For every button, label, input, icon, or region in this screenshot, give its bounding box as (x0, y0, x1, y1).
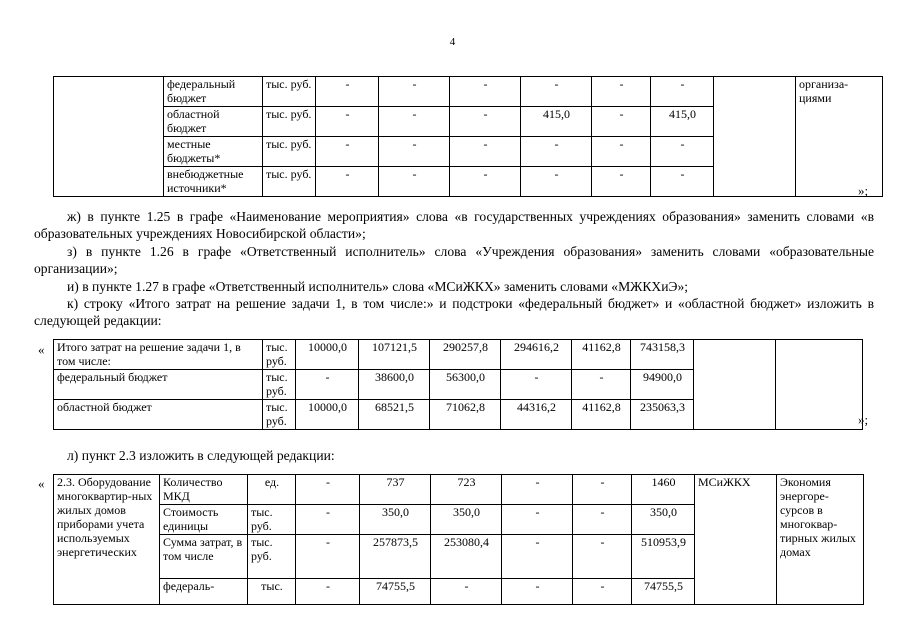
row-unit: тыс. руб. (263, 167, 316, 197)
row-unit: тыс. руб. (263, 400, 296, 430)
closing-quote: »; (858, 412, 869, 427)
value-cell: - (573, 505, 632, 535)
value-cell: - (296, 579, 360, 605)
value-cell: - (379, 107, 450, 137)
value-cell: 107121,5 (359, 340, 430, 370)
row-unit: тыс. руб. (248, 505, 296, 535)
value-cell: 41162,8 (572, 340, 631, 370)
row-unit: тыс. руб. (263, 340, 296, 370)
value-cell: - (651, 167, 714, 197)
value-cell: - (502, 505, 573, 535)
row-unit: тыс. руб. (248, 535, 296, 579)
value-cell: 74755,5 (632, 579, 695, 605)
row-label: Сумма затрат, в том числе (160, 535, 248, 579)
row-unit: ед. (248, 475, 296, 505)
paragraph-k: к) строку «Итого затрат на решение задачи 1, в том числе:» и подстроки «федеральный бюджет» и «областной бюджет» изложить в следующей редакции: (34, 296, 874, 328)
value-cell: 94900,0 (631, 370, 694, 400)
paragraph-i: и) в пункте 1.27 в графе «Ответственный исполнитель» слова «МСиЖКХ» заменить словами «МЖКХиЭ»; (67, 279, 689, 294)
value-cell: - (521, 167, 592, 197)
table-row (54, 340, 863, 370)
paragraph-l: л) пункт 2.3 изложить в следующей редакции: (67, 448, 335, 463)
row-label: федераль- (160, 579, 248, 605)
value-cell: 1460 (632, 475, 695, 505)
value-cell: 71062,8 (430, 400, 501, 430)
value-cell: - (316, 107, 379, 137)
table-row (54, 475, 864, 505)
row-unit: тыс. руб. (263, 77, 316, 107)
value-cell: - (573, 579, 632, 605)
value-cell: - (379, 137, 450, 167)
value-cell: - (502, 535, 573, 579)
value-cell: 415,0 (521, 107, 592, 137)
value-cell: - (431, 579, 502, 605)
table-task1-totals (53, 339, 863, 430)
result-cell (776, 340, 863, 430)
value-cell: - (651, 137, 714, 167)
value-cell: - (379, 167, 450, 197)
value-cell: - (592, 107, 651, 137)
value-cell: - (592, 167, 651, 197)
value-cell: 350,0 (431, 505, 502, 535)
table-item-2-3 (53, 474, 864, 605)
row-unit: тыс. руб. (263, 107, 316, 137)
value-cell: - (450, 137, 521, 167)
value-cell: - (521, 137, 592, 167)
value-cell: 257873,5 (360, 535, 431, 579)
row-label: областной бюджет (54, 400, 263, 430)
executor-cell: МСиЖКХ (695, 475, 777, 605)
open-quote: « (38, 476, 45, 491)
right-note: организа-циями (796, 77, 883, 197)
paragraph-z: з) в пункте 1.26 в графе «Ответственный исполнитель» слова «Учреждения образования» заменить словами «образовательные организации»; (34, 244, 874, 276)
value-cell: - (573, 535, 632, 579)
table-funding-continued (53, 76, 883, 197)
value-cell: - (450, 77, 521, 107)
value-cell: - (592, 77, 651, 107)
value-cell: - (296, 505, 360, 535)
row-label: местные бюджеты* (164, 137, 263, 167)
value-cell: 56300,0 (430, 370, 501, 400)
value-cell: 743158,3 (631, 340, 694, 370)
value-cell: 510953,9 (632, 535, 695, 579)
row-label: Количество МКД (160, 475, 248, 505)
value-cell: - (450, 167, 521, 197)
value-cell: - (572, 370, 631, 400)
value-cell: 415,0 (651, 107, 714, 137)
value-cell: - (592, 137, 651, 167)
value-cell: - (573, 475, 632, 505)
value-cell: 44316,2 (501, 400, 572, 430)
open-quote: « (38, 342, 45, 357)
value-cell: 737 (360, 475, 431, 505)
value-cell: - (651, 77, 714, 107)
table-row (54, 77, 883, 107)
value-cell: 10000,0 (296, 340, 359, 370)
row-label: Итого затрат на решение задачи 1, в том числе: (54, 340, 263, 370)
row-label: областной бюджет (164, 107, 263, 137)
value-cell: 350,0 (632, 505, 695, 535)
row-unit: тыс. руб. (263, 137, 316, 167)
value-cell: 253080,4 (431, 535, 502, 579)
value-cell: - (379, 77, 450, 107)
value-cell: 350,0 (360, 505, 431, 535)
value-cell: - (502, 475, 573, 505)
row-label: внебюджетные источники* (164, 167, 263, 197)
executor-cell (714, 77, 796, 197)
row-label: Стоимость единицы (160, 505, 248, 535)
value-cell: 723 (431, 475, 502, 505)
value-cell: - (316, 137, 379, 167)
page-number: 4 (449, 36, 456, 48)
value-cell: 74755,5 (360, 579, 431, 605)
value-cell: - (316, 77, 379, 107)
row-unit: тыс. руб. (263, 370, 296, 400)
value-cell: - (501, 370, 572, 400)
value-cell: 290257,8 (430, 340, 501, 370)
value-cell: 38600,0 (359, 370, 430, 400)
value-cell: 294616,2 (501, 340, 572, 370)
value-cell: - (450, 107, 521, 137)
row-unit: тыс. (248, 579, 296, 605)
closing-quote: »; (858, 183, 869, 198)
value-cell: - (502, 579, 573, 605)
value-cell: 10000,0 (296, 400, 359, 430)
result-cell: Экономия энергоре-сурсов в многоквар-тирных жилых домах (777, 475, 864, 605)
row-label: федеральный бюджет (164, 77, 263, 107)
row-label: федеральный бюджет (54, 370, 263, 400)
value-cell: - (296, 475, 360, 505)
item-name: 2.3. Оборудование многоквартир-ных жилых домов приборами учета используемых энергетических (54, 475, 160, 605)
value-cell: 68521,5 (359, 400, 430, 430)
value-cell: - (296, 370, 359, 400)
value-cell: - (521, 77, 592, 107)
value-cell: 235063,3 (631, 400, 694, 430)
value-cell: - (296, 535, 360, 579)
value-cell: 41162,8 (572, 400, 631, 430)
value-cell: - (316, 167, 379, 197)
executor-cell (694, 340, 776, 430)
item-cell (54, 77, 164, 197)
paragraph-zh: ж) в пункте 1.25 в графе «Наименование мероприятия» слова «в государственных учреждениях образования» заменить словами «в образовательных учреждениях Новосибирской области»; (34, 209, 874, 241)
